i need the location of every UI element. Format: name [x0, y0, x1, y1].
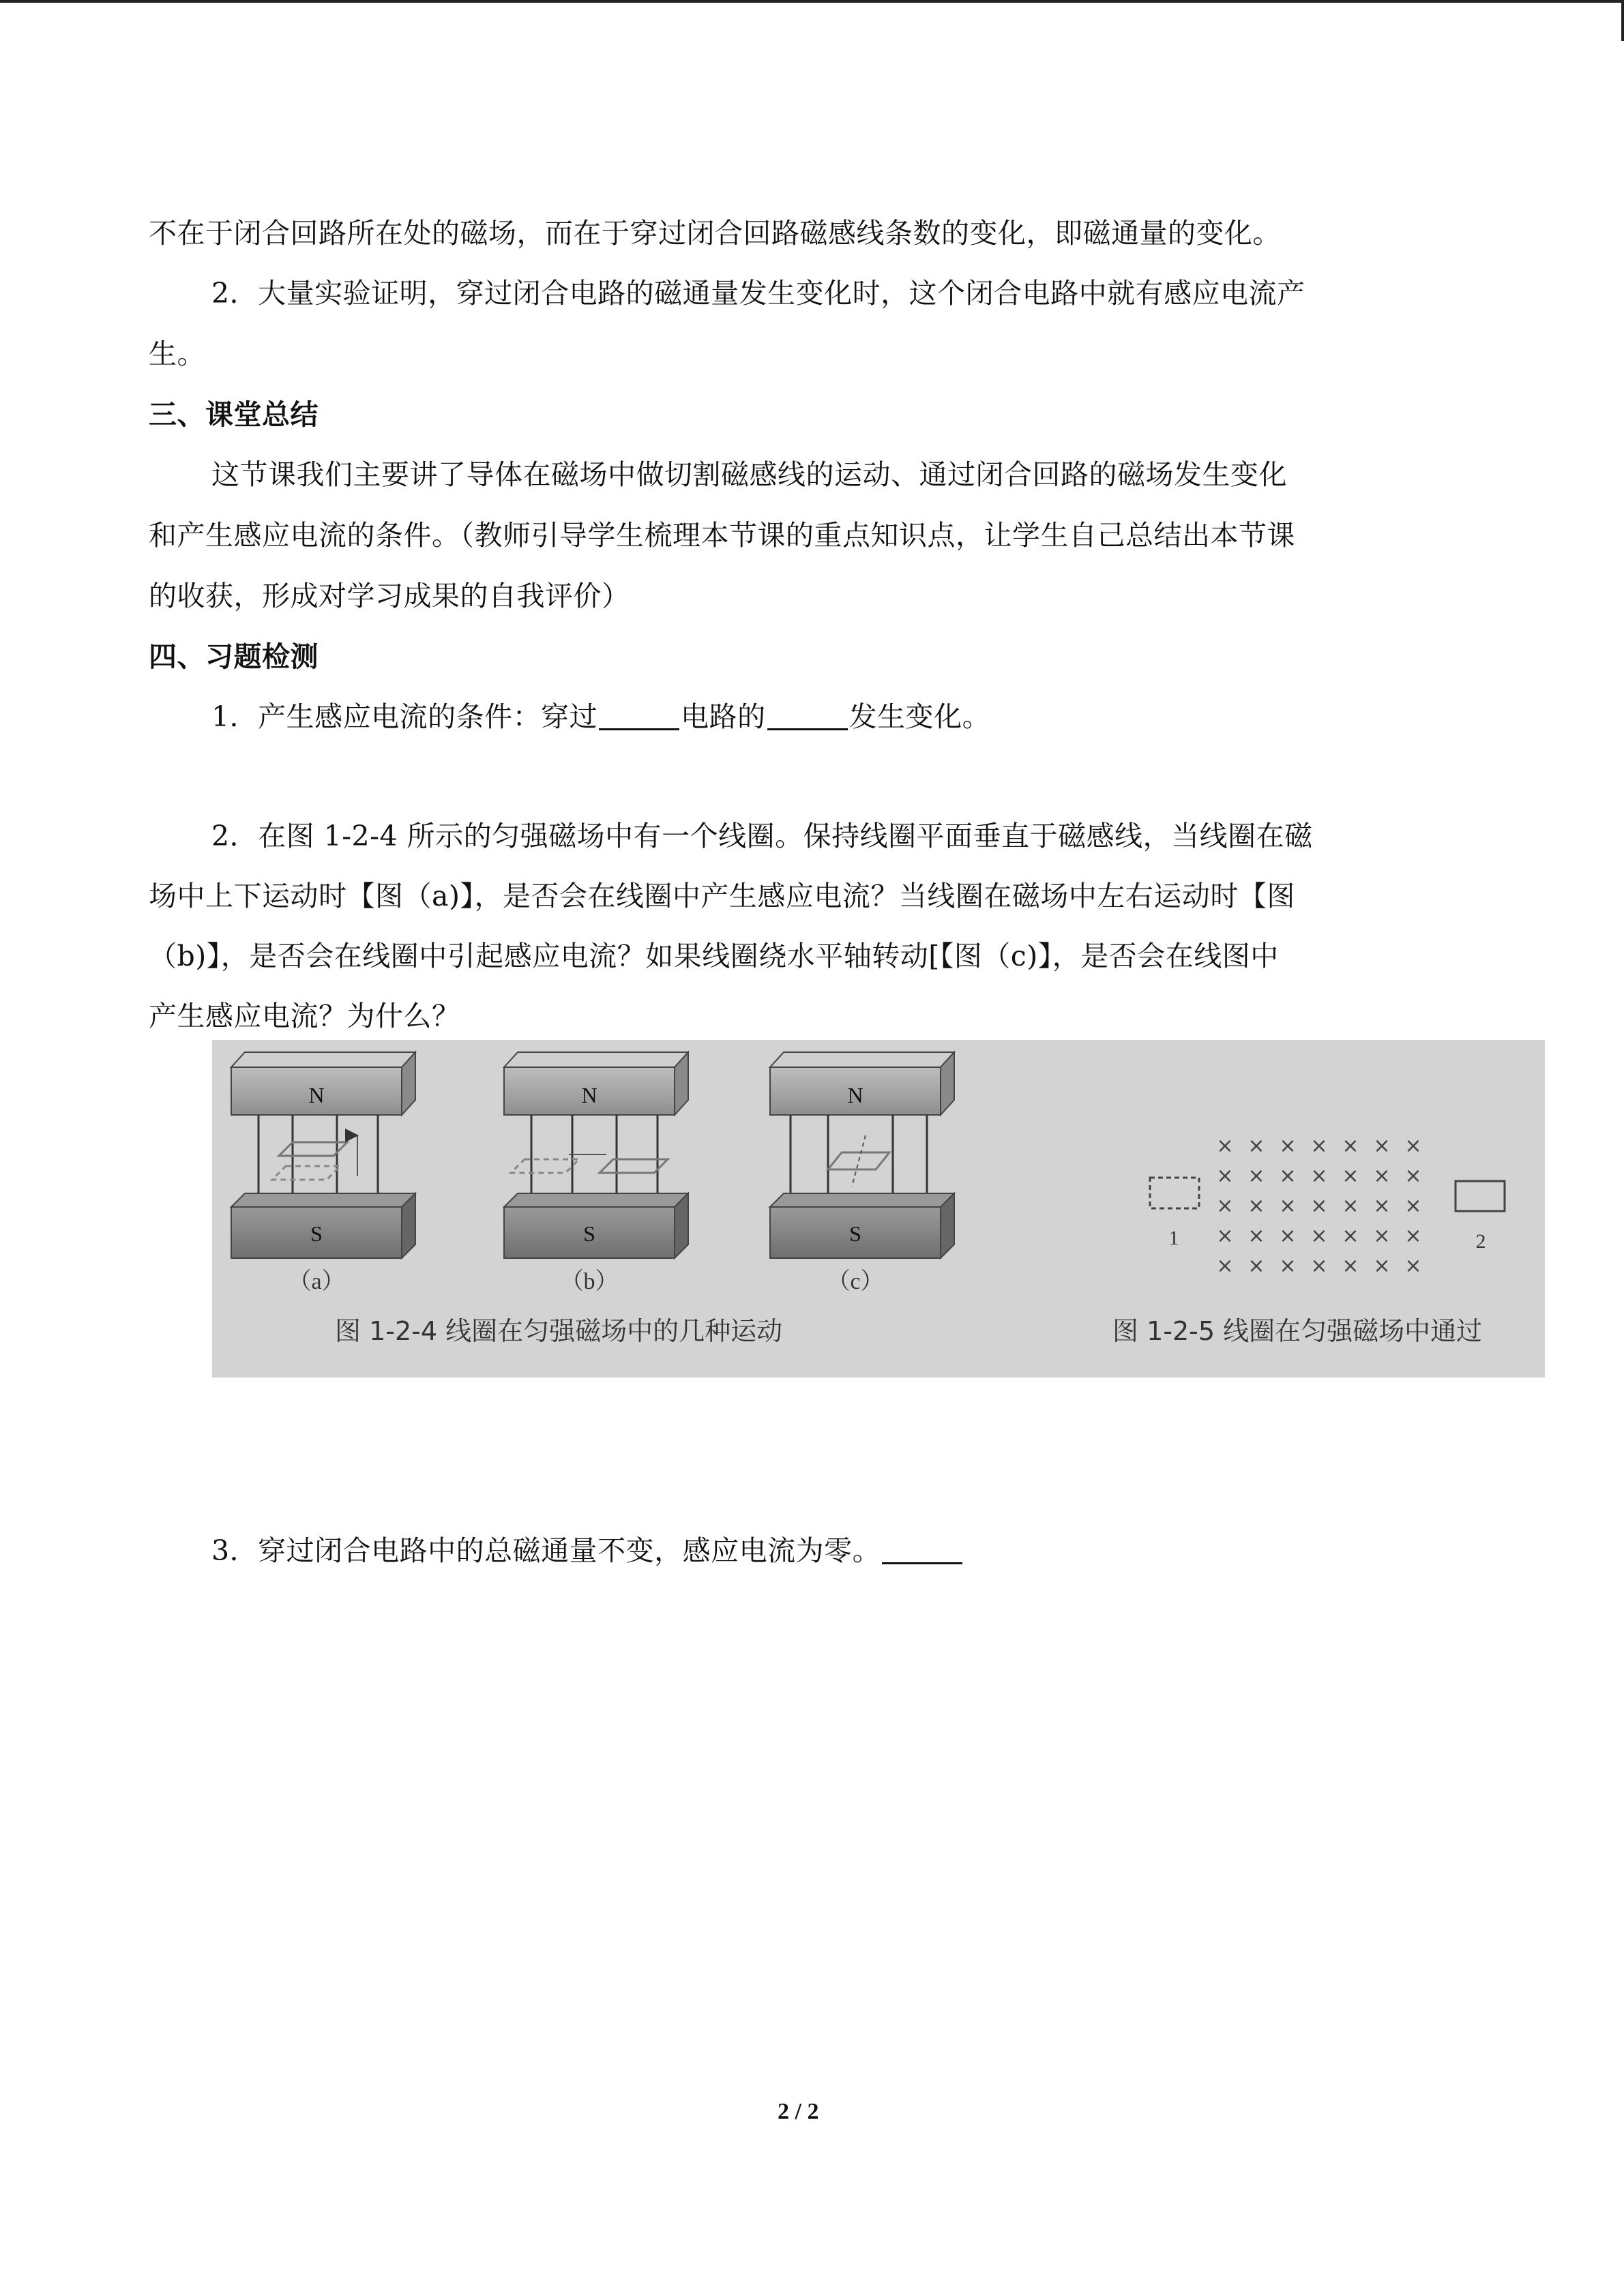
field-cross-mark: ×	[1279, 1194, 1297, 1218]
coil-position-1	[1150, 1178, 1199, 1208]
field-cross-mark: ×	[1216, 1164, 1234, 1188]
paragraph-line: 的收获，形成对学习成果的自我评价）	[149, 580, 630, 612]
question-3	[211, 1530, 964, 1571]
question-3-text: 3．穿过闭合电路中的总磁通量不变，感应电流为零。	[211, 1534, 881, 1567]
paragraph-line: 2．大量实验证明，穿过闭合电路的磁通量发生变化时，这个闭合电路中就有感应电流产	[211, 277, 1305, 310]
answer-blank[interactable]	[599, 701, 679, 730]
question-1-middle: 电路的	[681, 700, 766, 733]
page-number: 2 / 2	[778, 2099, 819, 2124]
south-pole-label: S	[310, 1221, 323, 1246]
question-1-suffix: 发生变化。	[848, 700, 991, 733]
magnet-diagram-a	[231, 1052, 415, 1294]
magnet-diagram-c	[770, 1052, 954, 1294]
field-cross-mark: ×	[1279, 1134, 1297, 1158]
top-border	[0, 0, 1624, 3]
field-cross-mark: ×	[1404, 1164, 1422, 1188]
position-label-2: 2	[1475, 1230, 1486, 1253]
field-cross-mark: ×	[1404, 1254, 1422, 1278]
field-cross-mark: ×	[1310, 1164, 1328, 1188]
field-cross-mark: ×	[1310, 1194, 1328, 1218]
field-cross-mark: ×	[1404, 1134, 1422, 1158]
field-cross-mark: ×	[1342, 1134, 1359, 1158]
section-heading-summary: 三、课堂总结	[149, 398, 319, 431]
north-pole-label: N	[847, 1083, 863, 1107]
south-pole-label: S	[849, 1221, 861, 1246]
field-cross-mark: ×	[1373, 1224, 1391, 1248]
section-heading-exercises: 四、习题检测	[149, 640, 319, 673]
figure-caption-1-2-5: 图 1-2-5 线圈在匀强磁场中通过	[1112, 1316, 1483, 1346]
subfigure-label-c: （c）	[827, 1269, 884, 1294]
field-cross-mark: ×	[1216, 1254, 1234, 1278]
answer-blank[interactable]	[882, 1535, 962, 1564]
answer-blank[interactable]	[767, 701, 848, 730]
field-cross-mark: ×	[1247, 1194, 1265, 1218]
question-1-prefix: 1．产生感应电流的条件：穿过	[211, 700, 598, 733]
paragraph-line: （b)】，是否会在线圈中引起感应电流？如果线圈绕水平轴转动[【图（c)】，是否会在线图中	[149, 940, 1279, 972]
field-cross-mark: ×	[1310, 1224, 1328, 1248]
field-cross-mark: ×	[1279, 1224, 1297, 1248]
field-diagram-1-2-5	[1150, 1134, 1505, 1278]
paragraph-line: 这节课我们主要讲了导体在磁场中做切割磁感线的运动、通过闭合回路的磁场发生变化	[211, 458, 1287, 491]
question-1	[211, 696, 990, 737]
field-cross-mark: ×	[1373, 1164, 1391, 1188]
field-cross-mark: ×	[1404, 1194, 1422, 1218]
field-cross-mark: ×	[1279, 1164, 1297, 1188]
coil-position-2	[1456, 1181, 1505, 1211]
position-label-1: 1	[1168, 1227, 1179, 1249]
subfigure-label-a: （a）	[288, 1269, 345, 1294]
paragraph-line: 2．在图 1-2-4 所示的匀强磁场中有一个线圈。保持线圈平面垂直于磁感线，当线圈在磁	[211, 820, 1313, 852]
field-cross-mark: ×	[1373, 1194, 1391, 1218]
field-cross-mark: ×	[1216, 1224, 1234, 1248]
field-cross-mark: ×	[1373, 1254, 1391, 1278]
field-cross-mark: ×	[1310, 1254, 1328, 1278]
field-cross-mark: ×	[1247, 1134, 1265, 1158]
paragraph-line: 生。	[149, 338, 205, 370]
magnetic-field-crosses	[1216, 1134, 1421, 1278]
north-pole-label: N	[581, 1083, 597, 1107]
field-cross-mark: ×	[1247, 1254, 1265, 1278]
paragraph-line: 场中上下运动时【图（a)】，是否会在线圈中产生感应电流？当线圈在磁场中左右运动时【图	[149, 880, 1295, 912]
south-pole-label: S	[583, 1221, 595, 1246]
magnet-diagram-b	[504, 1052, 688, 1294]
subfigure-label-b: （b）	[560, 1269, 619, 1294]
paragraph-line: 不在于闭合回路所在处的磁场，而在于穿过闭合回路磁感线条数的变化，即磁通量的变化。	[149, 217, 1281, 250]
field-cross-mark: ×	[1342, 1164, 1359, 1188]
field-cross-mark: ×	[1342, 1194, 1359, 1218]
right-border	[1621, 0, 1624, 41]
north-pole-label: N	[308, 1083, 325, 1107]
field-cross-mark: ×	[1216, 1194, 1234, 1218]
field-cross-mark: ×	[1373, 1134, 1391, 1158]
field-cross-mark: ×	[1279, 1254, 1297, 1278]
field-cross-mark: ×	[1342, 1224, 1359, 1248]
figure-caption-1-2-4: 图 1-2-4 线圈在匀强磁场中的几种运动	[335, 1316, 783, 1346]
field-cross-mark: ×	[1247, 1164, 1265, 1188]
figure-drawing	[212, 1040, 1545, 1377]
field-cross-mark: ×	[1310, 1134, 1328, 1158]
field-cross-mark: ×	[1404, 1224, 1422, 1248]
figure-magnetic-field	[212, 1040, 1545, 1377]
paragraph-line: 产生感应电流？为什么？	[149, 1000, 460, 1032]
paragraph-line: 和产生感应电流的条件。（教师引导学生梳理本节课的重点知识点，让学生自己总结出本节课	[149, 519, 1295, 552]
field-cross-mark: ×	[1247, 1224, 1265, 1248]
field-cross-mark: ×	[1216, 1134, 1234, 1158]
field-cross-mark: ×	[1342, 1254, 1359, 1278]
